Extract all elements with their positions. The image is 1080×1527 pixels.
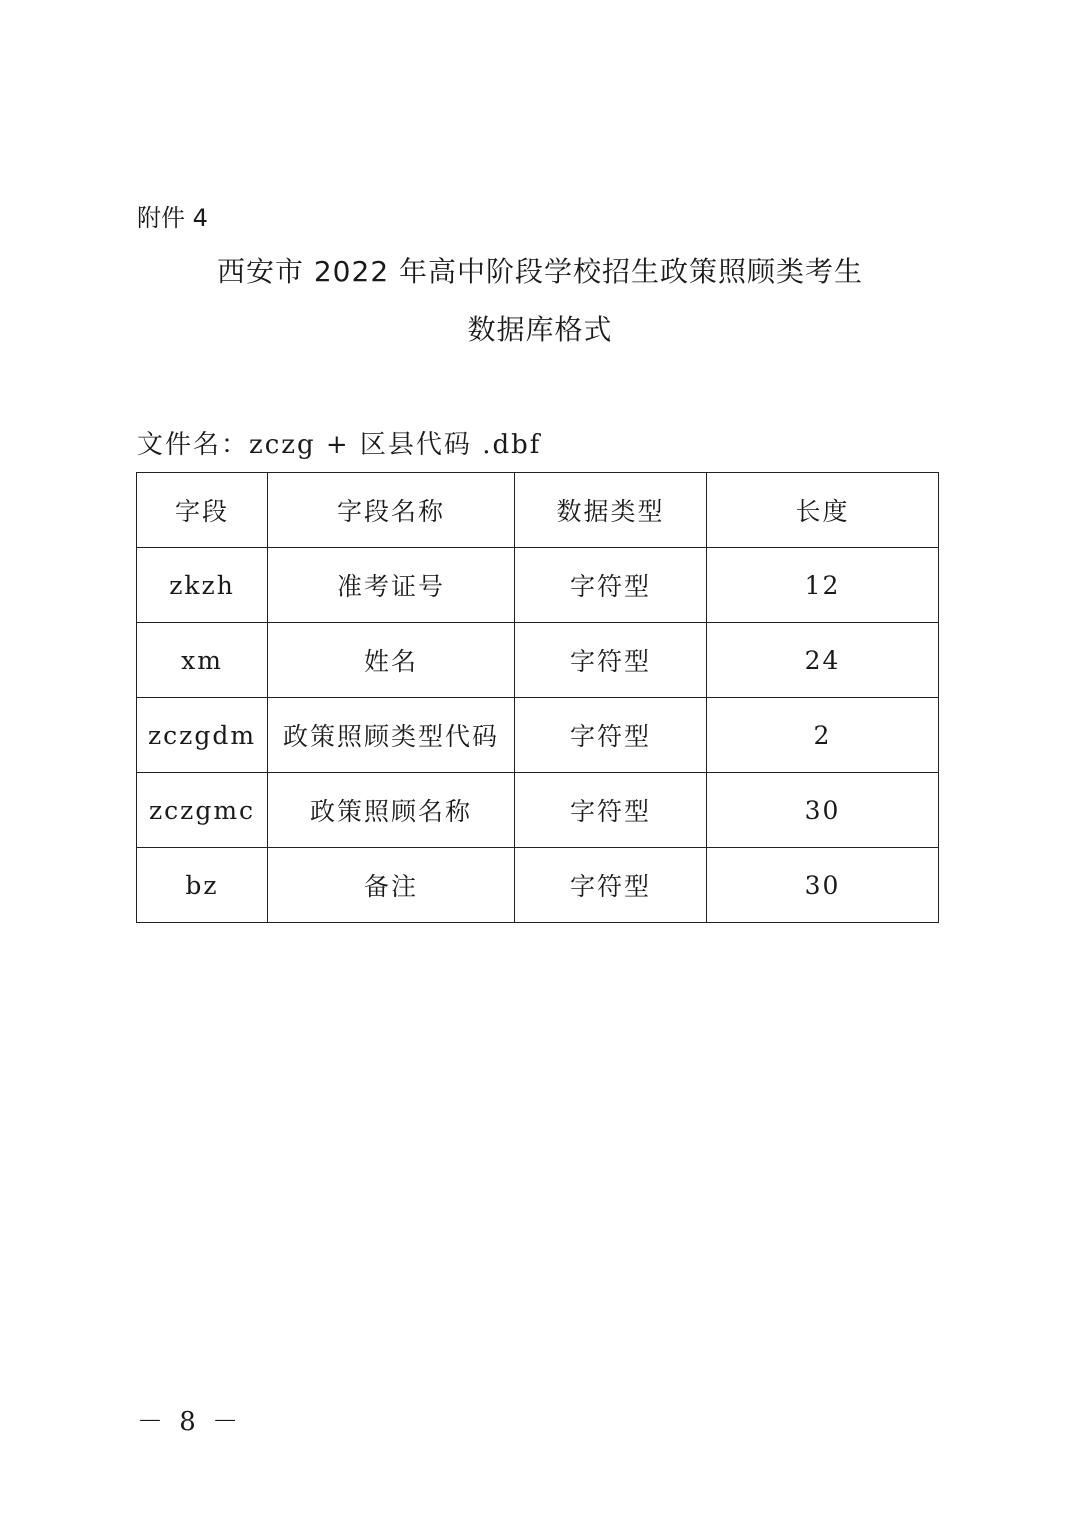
document-title-line-1: 西安市 2022 年高中阶段学校招生政策照顾类考生 <box>216 255 864 288</box>
header-data-type: 数据类型 <box>515 473 707 548</box>
cell-type: 字符型 <box>515 698 707 773</box>
table-header-row <box>137 473 939 548</box>
filename-value: zczg + 区县代码 .dbf <box>249 430 542 460</box>
cell-type: 字符型 <box>515 773 707 848</box>
table-row <box>137 848 939 923</box>
cell-name: 准考证号 <box>268 548 515 623</box>
attachment-label: 附件 4 <box>137 204 208 232</box>
header-field: 字段 <box>137 473 268 548</box>
cell-type: 字符型 <box>515 623 707 698</box>
filename-label: 文件名： <box>137 430 250 460</box>
cell-field: xm <box>137 623 268 698</box>
cell-length: 24 <box>707 623 939 698</box>
table-row <box>137 698 939 773</box>
cell-length: 2 <box>707 698 939 773</box>
table-row <box>137 773 939 848</box>
cell-name: 政策照顾名称 <box>268 773 515 848</box>
cell-name: 备注 <box>268 848 515 923</box>
table-row <box>137 623 939 698</box>
cell-length: 30 <box>707 773 939 848</box>
cell-field: zczgmc <box>137 773 268 848</box>
document-title-line-2: 数据库格式 <box>467 313 613 346</box>
filename-line <box>137 426 541 464</box>
cell-length: 12 <box>707 548 939 623</box>
cell-length: 30 <box>707 848 939 923</box>
cell-field: bz <box>137 848 268 923</box>
cell-type: 字符型 <box>515 548 707 623</box>
table-row <box>137 548 939 623</box>
cell-field: zkzh <box>137 548 268 623</box>
header-field-name: 字段名称 <box>268 473 515 548</box>
header-length: 长度 <box>707 473 939 548</box>
cell-name: 政策照顾类型代码 <box>268 698 515 773</box>
database-format-table <box>136 472 939 923</box>
cell-name: 姓名 <box>268 623 515 698</box>
cell-type: 字符型 <box>515 848 707 923</box>
cell-field: zczgdm <box>137 698 268 773</box>
page-number: － 8 － <box>137 1407 243 1437</box>
